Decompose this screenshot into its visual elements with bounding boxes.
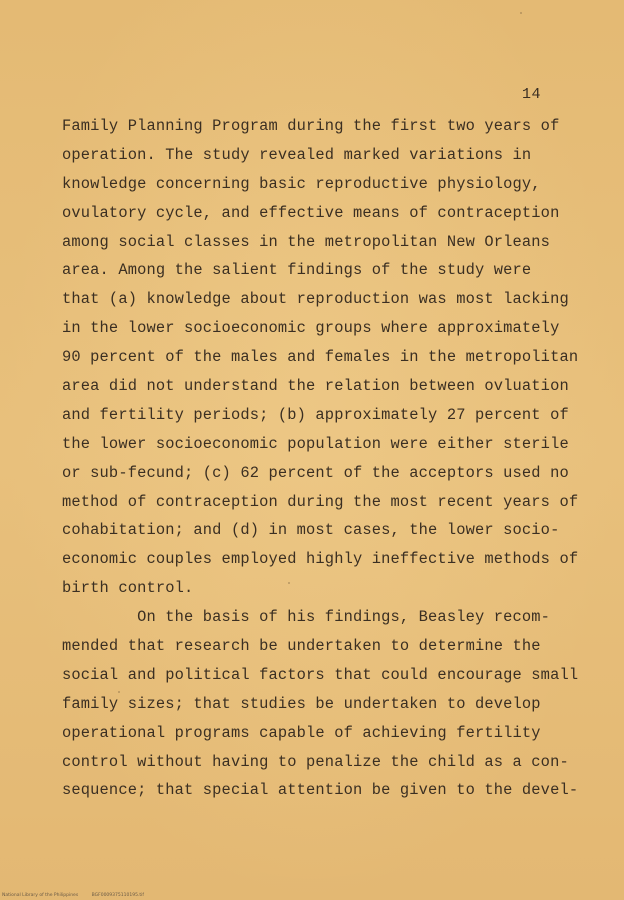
text-line: method of contraception during the most recent years of — [62, 492, 579, 511]
text-line: operation. The study revealed marked variations in — [62, 145, 532, 164]
paper-speck — [288, 582, 290, 584]
page-number: 14 — [522, 86, 542, 103]
text-line: control without having to penalize the child as a con- — [62, 752, 569, 771]
text-line: area. Among the salient findings of the study were — [62, 261, 532, 280]
text-line: mended that research be undertaken to determine the — [62, 637, 541, 656]
text-line: birth control. — [62, 579, 194, 598]
text-line: 90 percent of the males and females in the metropolitan — [62, 348, 579, 367]
text-line: social and political factors that could encourage small — [62, 665, 579, 684]
paper-speck — [118, 691, 120, 693]
body-text — [62, 112, 579, 805]
text-line: among social classes in the metropolitan New Orleans — [62, 232, 551, 251]
text-line: On the basis of his findings, Beasley recom- — [62, 608, 551, 627]
footer-code: BGF0009375110195.tif — [91, 893, 144, 898]
text-line: that (a) knowledge about reproduction was most lacking — [62, 290, 569, 309]
footer-library: National Library of the Philippines — [2, 893, 79, 898]
text-line: or sub-fecund; (c) 62 percent of the acceptors used no — [62, 463, 569, 482]
text-line: ovulatory cycle, and effective means of contraception — [62, 203, 560, 222]
text-line: Family Planning Program during the first two years of — [62, 117, 560, 135]
text-line: and fertility periods; (b) approximately 27 percent of — [62, 405, 569, 424]
text-line: economic couples employed highly ineffective methods of — [62, 550, 579, 569]
text-line: cohabitation; and (d) in most cases, the lower socio- — [62, 521, 560, 540]
text-line: the lower socioeconomic population were either sterile — [62, 434, 569, 453]
text-line: sequence; that special attention be given to the devel- — [62, 781, 579, 800]
paper-speck — [520, 12, 522, 14]
text-line: knowledge concerning basic reproductive physiology, — [62, 174, 541, 193]
text-line: area did not understand the relation between ovluation — [62, 377, 569, 396]
text-line: in the lower socioeconomic groups where approximately — [62, 319, 560, 338]
text-line: operational programs capable of achieving fertility — [62, 723, 541, 742]
text-line: family sizes; that studies be undertaken to develop — [62, 694, 541, 713]
scan-footer — [2, 893, 156, 898]
